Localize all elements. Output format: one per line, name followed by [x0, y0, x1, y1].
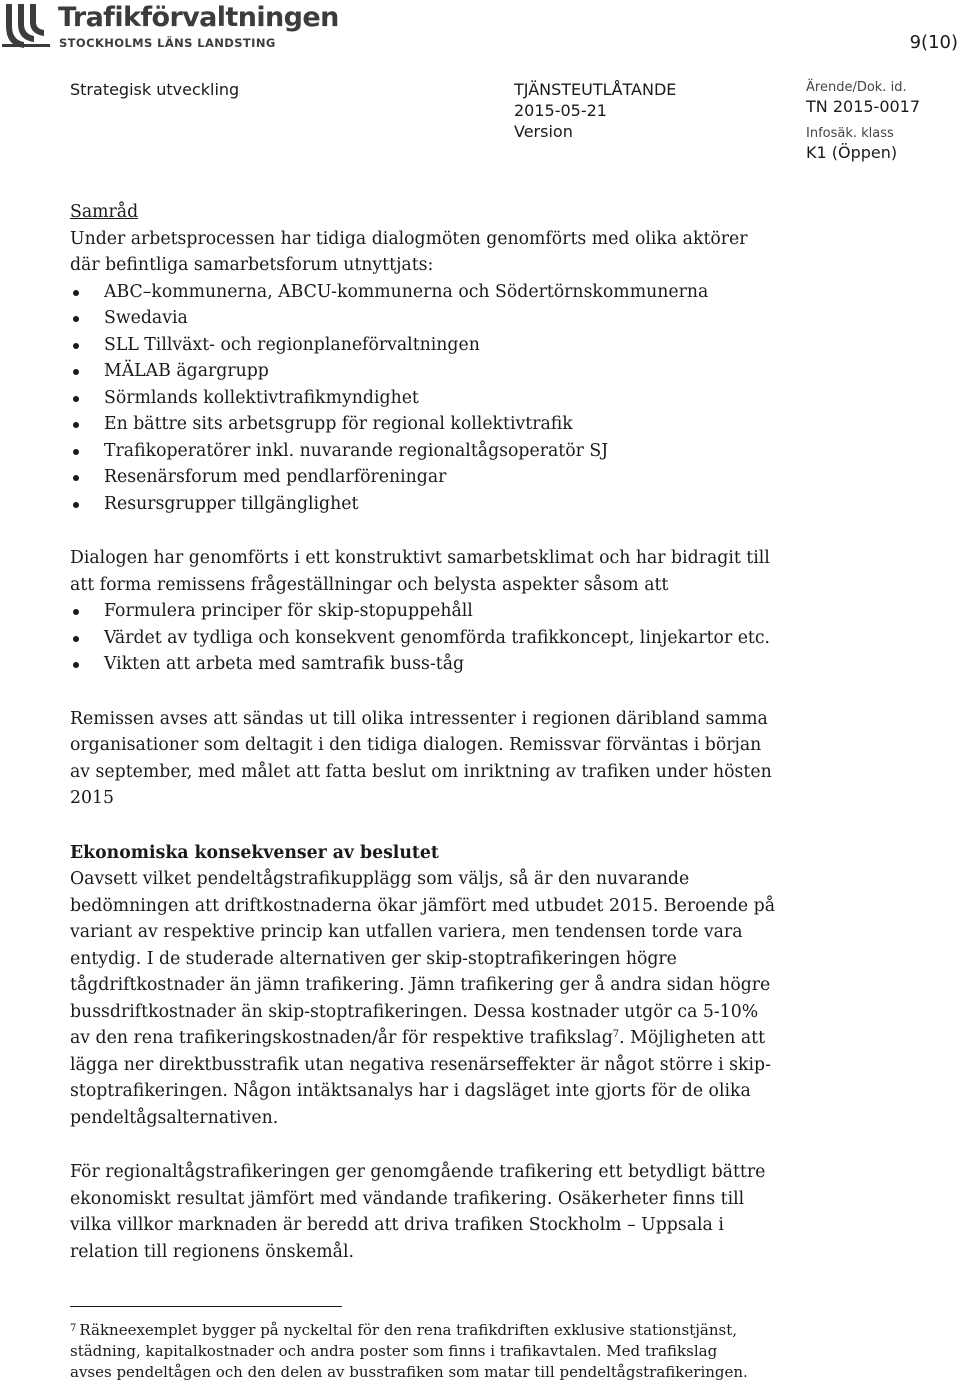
samrad-intro-line: Under arbetsprocessen har tidiga dialogmöten genomförts med olika aktörer: [70, 228, 748, 249]
list-item: Swedavia: [70, 305, 830, 332]
dialog-aspect-list: [70, 598, 830, 678]
footnote-text: Räkneexemplet bygger på nyckeltal för den rena trafikdriften exklusive stationstjänst,: [79, 1321, 738, 1339]
footnote-reference[interactable]: 7: [612, 1029, 620, 1040]
list-item: Vikten att arbeta med samtrafik buss-tåg: [70, 651, 830, 678]
ekonomi-paragraph-line: bedömningen att driftkostnaderna ökar jämfört med utbudet 2015. Beroende på: [70, 895, 776, 916]
footnote-number: 7: [70, 1323, 77, 1334]
doc-date: 2015-05-21: [514, 101, 607, 120]
footnote-divider: [70, 1306, 342, 1307]
regional-paragraph-line: relation till regionens önskemål.: [70, 1241, 354, 1262]
footnote: [70, 1318, 830, 1383]
header-doc-info: [514, 79, 676, 142]
classification-label: Infosäk. klass: [806, 126, 894, 141]
section-heading-ekonomi: Ekonomiska konsekvenser av beslutet: [70, 842, 439, 863]
page-number: 9(10): [909, 32, 958, 53]
footnote-line: avses pendeltågen och den delen av busstrafiken som matar till pendeltågstrafikeringen.: [70, 1363, 748, 1381]
ekonomi-paragraph-line: pendeltågsalternativen.: [70, 1107, 279, 1128]
list-item: Värdet av tydliga och konsekvent genomförda trafikkoncept, linjekartor etc.: [70, 625, 830, 652]
ekonomi-paragraph-line: lägga ner direktbusstrafik utan negativa resenärseffekter är något större i skip-: [70, 1054, 771, 1075]
list-item: ABC–kommunerna, ABCU-kommunerna och Södertörnskommunerna: [70, 279, 830, 306]
logo-subtitle: STOCKHOLMS LÄNS LANDSTING: [59, 36, 276, 50]
dialog-paragraph-line: att forma remissens frågeställningar och belysta aspekter såsom att: [70, 574, 669, 595]
header-case-info: [806, 79, 920, 163]
ekonomi-paragraph-line: entydig. I de studerade alternativen ger skip-stoptrafikeringen högre: [70, 948, 677, 969]
section-heading-samrad: Samråd: [70, 202, 139, 222]
regional-paragraph-line: ekonomiskt resultat jämfört med vändande trafikering. Osäkerheter finns till: [70, 1188, 745, 1209]
regional-paragraph-line: För regionaltågstrafikeringen ger genomgående trafikering ett betydligt bättre: [70, 1162, 766, 1182]
regional-paragraph-line: vilka villkor marknaden är beredd att driva trafiken Stockholm – Uppsala i: [70, 1215, 724, 1235]
organization-logo: [0, 0, 339, 52]
header-department: Strategisk utveckling: [70, 80, 240, 99]
remiss-paragraph-line: organisationer som deltagit i den tidiga dialogen. Remissvar förväntas i början: [70, 735, 762, 755]
classification-value: K1 (Öppen): [806, 143, 898, 162]
line-text: . Möjligheten att: [619, 1028, 766, 1048]
samrad-participant-list: [70, 279, 830, 518]
ekonomi-paragraph-line: tågdriftkostnader än jämn trafikering. Jämn trafikering ger å andra sidan högre: [70, 975, 771, 995]
line-text: av den rena trafikeringskostnaden/år för respektive trafikslag: [70, 1028, 613, 1048]
list-item: En bättre sits arbetsgrupp för regional kollektivtrafik: [70, 411, 830, 438]
ekonomi-paragraph-line: stoptrafikeringen. Någon intäktsanalys har i dagsläget inte gjorts för de olika: [70, 1081, 751, 1101]
ekonomi-paragraph-line: Oavsett vilket pendeltågstrafikupplägg som väljs, så är den nuvarande: [70, 869, 690, 889]
ekonomi-paragraph-line: bussdriftkostnader än skip-stoptrafikeringen. Dessa kostnader utgör ca 5-10%: [70, 1001, 759, 1022]
list-item: Sörmlands kollektivtrafikmyndighet: [70, 385, 830, 412]
footnote-line: städning, kapitalkostnader och andra poster som finns i trafikavtalen. Med trafikslag: [70, 1342, 718, 1360]
ekonomi-paragraph-line-with-footnote: [70, 1025, 830, 1052]
list-item: Formulera principer för skip-stopuppehåll: [70, 598, 830, 625]
ekonomi-paragraph-line: variant av respektive princip kan utfallen variera, men tendensen torde vara: [70, 922, 743, 942]
logo-mark-icon: [2, 2, 50, 48]
list-item: SLL Tillväxt- och regionplaneförvaltningen: [70, 332, 830, 359]
footnote-line: [70, 1318, 830, 1341]
list-item: Resursgrupper tillgänglighet: [70, 491, 830, 518]
list-item: Resenärsforum med pendlarföreningar: [70, 464, 830, 491]
remiss-paragraph-line: 2015: [70, 788, 114, 808]
doc-type: TJÄNSTEUTLÅTANDE: [514, 80, 677, 99]
doc-version-label: Version: [514, 122, 573, 141]
case-id: TN 2015-0017: [806, 97, 921, 116]
remiss-paragraph-line: Remissen avses att sändas ut till olika intressenter i regionen däribland samma: [70, 708, 768, 729]
remiss-paragraph-line: av september, med målet att fatta beslut om inriktning av trafiken under hösten: [70, 761, 772, 782]
dialog-paragraph-line: Dialogen har genomförts i ett konstruktivt samarbetsklimat och har bidragit till: [70, 548, 770, 568]
list-item: Trafikoperatörer inkl. nuvarande regionaltågsoperatör SJ: [70, 438, 830, 465]
logo-name: Trafikförvaltningen: [58, 2, 339, 33]
list-item: MÄLAB ägargrupp: [70, 358, 830, 385]
case-label: Ärende/Dok. id.: [806, 80, 907, 95]
samrad-intro-line: där befintliga samarbetsforum utnyttjats:: [70, 255, 434, 275]
document-body: [70, 199, 830, 1265]
